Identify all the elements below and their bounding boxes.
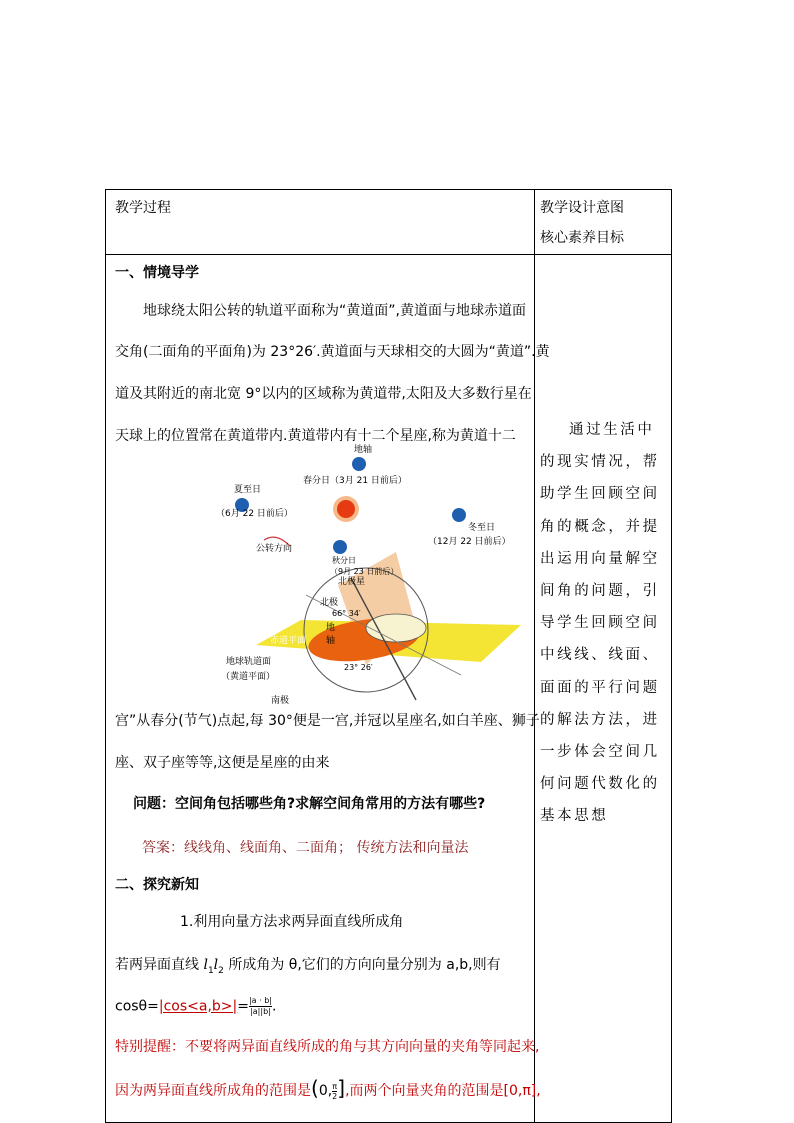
- south-pole-label: 南极: [271, 696, 290, 706]
- orbit-plane-label: 地球轨道面: [226, 657, 272, 667]
- axis-vertical-label: 地: [326, 623, 336, 633]
- note-suffix: ,而两个向量夹角的范围是[0,π],: [345, 1083, 541, 1099]
- paragraph-line: 地球绕太阳公转的轨道平面称为“黄道面”,黄道面与地球赤道面: [143, 303, 526, 319]
- spring-label: 春分日（3月 21 日前后）: [303, 476, 407, 486]
- sentence-prefix: 若两异面直线: [115, 957, 199, 973]
- winter-label: 冬至日: [468, 523, 496, 533]
- paragraph-line: 天球上的位置常在黄道带内.黄道带内有十二个星座,称为黄道十二: [115, 428, 516, 444]
- section1-title: 一、情境导学: [115, 265, 199, 281]
- header-core-literacy: 核心素养目标: [540, 230, 624, 246]
- earth-icon-spring: [352, 457, 366, 471]
- design-intent-text: 通过生活中的现实情况，帮助学生回顾空间角的概念，并提出运用向量解空间角的问题，引导学生回顾空间中线线、线面、面面的平行问题的解法方法，进一步体会空间几何问题代数化的基本思想: [540, 422, 660, 825]
- paragraph-line: 道及其附近的南北宽 9°以内的区域称为黄道带,太阳及大多数行星在: [115, 386, 532, 402]
- subscript: 1: [207, 965, 214, 976]
- summer-label: 夏至日: [234, 485, 262, 495]
- autumn-label: 秋分日: [332, 556, 356, 565]
- header-teaching-process: 教学过程: [115, 200, 171, 216]
- axis-vertical-label: 轴: [326, 636, 336, 646]
- axis-label: 地轴: [354, 445, 373, 455]
- paragraph-line: 座、双子座等等,这便是星座的由来: [115, 755, 330, 771]
- fraction: [249, 996, 272, 1017]
- line-symbol: l: [203, 957, 208, 973]
- note-line-2: [115, 1078, 541, 1101]
- paren-open: (: [311, 1076, 319, 1100]
- cos-end: .: [271, 998, 277, 1015]
- line-symbol: l: [213, 957, 219, 973]
- answer-text: 答案：线线角、线面角、二面角； 传统方法和向量法: [142, 840, 469, 856]
- vector-sentence: [115, 955, 501, 981]
- item1-heading: 1.利用向量方法求两异面直线所成角: [180, 914, 404, 930]
- fraction-numerator: |a · b|: [248, 996, 272, 1005]
- bracket-close: ]: [337, 1076, 346, 1100]
- summer-date: （6月 22 日前后）: [216, 509, 293, 519]
- cos-prefix: cosθ=: [115, 998, 159, 1015]
- north-pole-label: 北极: [320, 598, 339, 608]
- note-prefix: 因为两异面直线所成角的范围是: [115, 1083, 311, 1099]
- range-start: 0,: [318, 1083, 333, 1099]
- winter-date: （12月 22 日前后）: [428, 537, 511, 547]
- ecliptic-plane-label: （黄道平面）: [221, 672, 276, 682]
- equator-plane-label: 赤道平面: [270, 636, 307, 646]
- pi-denominator: 2: [332, 1091, 338, 1101]
- section2-title: 二、探究新知: [115, 877, 199, 893]
- header-design-intent: 教学设计意图: [540, 200, 624, 216]
- earth-icon-winter: [452, 508, 466, 522]
- subscript: 2: [218, 965, 224, 976]
- earth-orbit-ellipse: [366, 614, 426, 642]
- autumn-date: （9月 23 日前后）: [330, 567, 399, 576]
- fraction-denominator: |a||b|: [250, 1007, 271, 1016]
- sentence-suffix: 所成角为 θ,它们的方向向量分别为 a,b,则有: [228, 957, 501, 973]
- paragraph-line: 宫”从春分(节气)点起,每 30°便是一宫,并冠以星座名,如白羊座、狮子: [115, 713, 540, 729]
- sun-icon: [337, 500, 355, 518]
- question-text: 问题：空间角包括哪些角?求解空间角常用的方法有哪些?: [133, 796, 486, 812]
- pi-numerator: π: [332, 1081, 338, 1091]
- orbit-direction-label: 公转方向: [256, 544, 293, 554]
- paragraph-line: 交角(二面角的平面角)为 23°26′.黄道面与天球相交的大圆为“黄道”.黄: [115, 344, 550, 360]
- lesson-table: [105, 189, 672, 1123]
- cos-formula: [115, 996, 276, 1017]
- ecliptic-diagram: [216, 445, 536, 710]
- polaris-label: 北极星: [338, 577, 366, 587]
- header-divider: [106, 254, 671, 255]
- cos-equals: =: [237, 998, 249, 1015]
- cos-absolute: |cos<a,b>|: [158, 998, 238, 1015]
- angle-label-1: 66° 34′: [332, 609, 361, 618]
- note-line: 特别提醒：不要将两异面直线所成的角与其方向向量的夹角等同起来,: [115, 1039, 540, 1055]
- angle-label-2: 23° 26′: [344, 663, 373, 672]
- earth-icon-autumn: [333, 540, 347, 554]
